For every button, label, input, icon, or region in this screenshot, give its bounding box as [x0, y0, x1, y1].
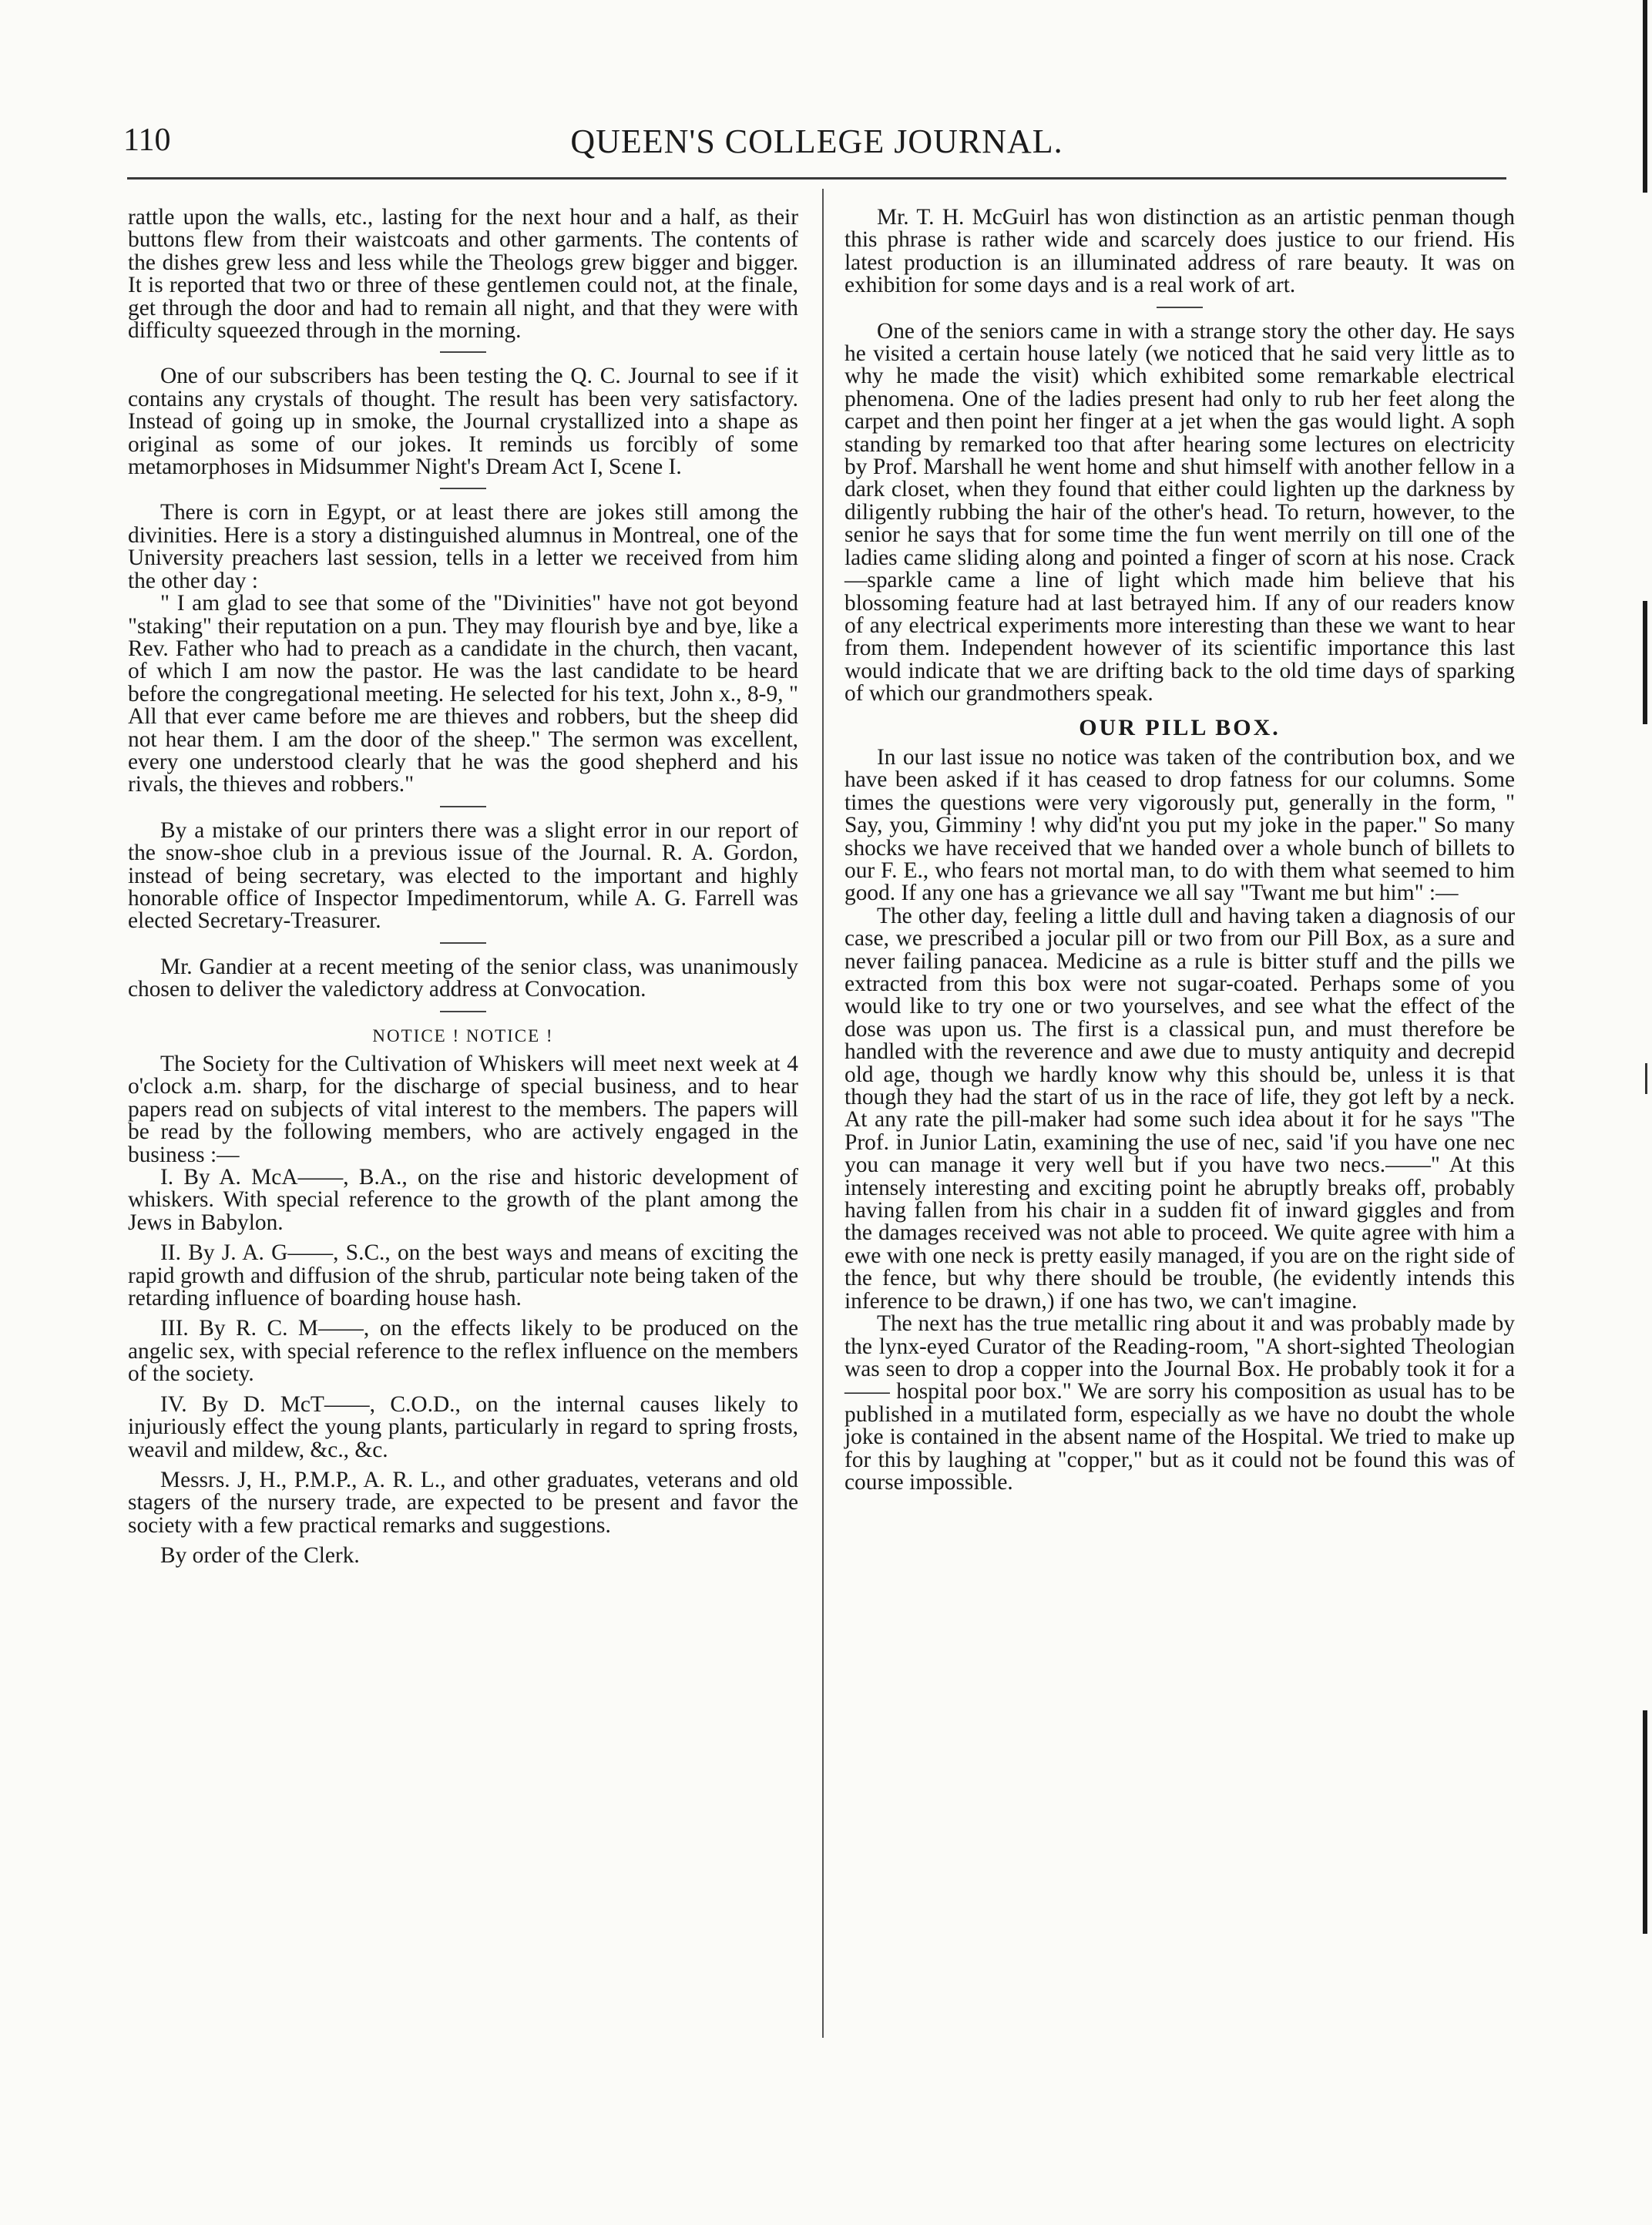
scan-margin-mark: [1634, 1063, 1647, 1094]
list-item: I. By A. McA——, B.A., on the rise and historic development of whiskers. With special reference to the growth of the plant among the Jews in Babylon.: [128, 1165, 798, 1235]
paragraph: In our last issue no notice was taken of the contribution box, and we have been asked if it has ceased to drop fatness for our columns. Some times the questions were very vigorously put, generally in the form, " Say, you, Gimminy ! why did'nt you put my joke in the paper." So many shocks we have received that we handed over a whole bunch of billets to our F. E., who fears not mortal man, to do with them what seemed to him good. If any one has a grievance we all say "Twant me but him" :—: [844, 744, 1515, 906]
paragraph: rattle upon the walls, etc., lasting for the next hour and a half, as their buttons flew from their waistcoats and other garments. The contents of the dishes grew less and less while the Theologs grew bigger and bigger. It is reported that two or three of these gentlemen could not, at the finale, get through the door and had to remain all night, and that they were with difficulty squeezed through in the morning.: [128, 205, 798, 344]
list-item: III. By R. C. M——, on the effects likely to be produced on the angelic sex, with special reference to the reflex influence on the members of the society.: [128, 1316, 798, 1387]
section-title: OUR PILL BOX.: [1079, 714, 1281, 740]
column-divider: [822, 189, 824, 2038]
left-column: [128, 206, 798, 1568]
paragraph: There is corn in Egypt, or at least there are jokes still among the divinities. Here is a story a distinguished alumnus in Montreal, one of the University preachers last session, tells in a letter we received from him the other day :: [128, 500, 798, 593]
separator: [440, 351, 486, 353]
page-number: 110: [123, 122, 171, 158]
separator: [440, 806, 486, 807]
notice-heading: NOTICE ! NOTICE !: [372, 1025, 554, 1045]
list-item: IV. By D. McT——, C.O.D., on the internal causes likely to injuriously effect the young plants, particularly in regard to spring frosts, weavil and mildew, &c., &c.: [128, 1391, 798, 1462]
paragraph: The other day, feeling a little dull and having taken a diagnosis of our case, we prescribed a jocular pill or two from our Pill Box, as a sure and never failing panacea. Medicine as a rule is bitter stuff and the pills we extracted from this box were not sugar-coated. Perhaps some of you would like to try one or two yourselves, and see what the effect of the dose was upon us. The first is a classical pun, and must therefore be handled with the reverence and awe due to musty antiquity and decrepid old age, though we hardly know why this should be, unless it is that though they had the start of us in the race of life, they got left by a neck. At any rate the pill-maker had some such idea about it for he says "The Prof. in Junior Latin, examining the use of nec, said 'if you have one nec you can manage it very well but if you have two necs.——" At this intensely interesting and exciting point he abruptly breaks off, probably having fallen from his chair in a sudden fit of inward giggles and from the damages received was not able to proceed. We quite agree with him a ewe with one neck is pretty easily managed, if you are on the right side of the fence, but why there should be trouble, (he evidently intends this inference to be drawn,) if one has two, we can't imagine.: [844, 903, 1515, 1314]
right-column: [844, 206, 1515, 1494]
quotation: " I am glad to see that some of the "Divinities" have not got beyond "staking" their reputation on a pun. They may flourish bye and bye, like a Rev. Father who had to preach as a candidate in the church, then vacant, of which I am now the pastor. He was the last candidate to be heard before the congregational meeting. He selected for his text, John x., 8-9, " All that ever came before me are thieves and robbers, but the sheep did not hear them. I am the door of the sheep." The sermon was excellent, every one understood clearly that he was the good shepherd and his rivals, the thieves and robbers.": [128, 591, 798, 797]
scan-margin-mark: [1632, 0, 1647, 193]
paragraph: Mr. Gandier at a recent meeting of the senior class, was unanimously chosen to deliver the valedictory address at Convocation.: [128, 954, 798, 1002]
scan-margin-mark: [1632, 1710, 1647, 1934]
paragraph: The next has the true metallic ring about it and was probably made by the lynx-eyed Curator of the Reading-room, "A short-sighted Theologian was seen to drop a copper into the Journal Box. He probably took it for a—— hospital poor box." We are sorry his composition as usual has to be published in a mutilated form, especially as we have no doubt the whole joke is contained in the absent name of the Hospital. We tried to make up for this by laughing at "copper," but as it could not be found this was of course impossible.: [844, 1311, 1515, 1495]
page-header: [123, 122, 1510, 168]
paragraph: Mr. T. H. McGuirl has won distinction as an artistic penman though this phrase is rather wide and scarcely does justice to our friend. His latest production is an illuminated address of rare beauty. It was on exhibition for some days and is a real work of art.: [844, 205, 1515, 298]
separator: [1157, 307, 1203, 308]
separator: [440, 942, 486, 944]
paragraph: By a mistake of our printers there was a slight error in our report of the snow-shoe club in a previous issue of the Journal. R. A. Gordon, instead of being secretary, was elected to the important and highly honorable office of Inspector Impedimentorum, while A. G. Farrell was elected Secretary-Treasurer.: [128, 817, 798, 934]
separator: [440, 488, 486, 489]
paragraph: One of the seniors came in with a strange story the other day. He says he visited a certain house lately (we noticed that he said very little as to why he made the visit) which exhibited some remarkable electrical phenomena. One of the ladies present had only to rub her feet along the carpet and then point her finger at a jet when the gas would light. A soph standing by remarked too that after hearing some lectures on electricity by Prof. Marshall he went home and shut himself with another fellow in a dark closet, when they found that either could lighten up the darkness by diligently rubbing the hair of the other's head. To return, however, to the senior he says that for some time the fun went merrily on till one of the ladies came sliding along and pointed a finger of scorn at his nose. Crack—sparkle came a line of light which made him believe that his blossoming feature had at last betrayed him. If any of our readers know of any electrical experiments more interesting than these we want to hear from them. Independent however of its scientific importance this last would indicate that we are drifting back to the old time days of sparking of which our grandmothers speak.: [844, 318, 1515, 706]
header-rule: [127, 177, 1506, 180]
list-item: II. By J. A. G——, S.C., on the best ways and means of exciting the rapid growth and diffusion of the shrub, particular note being taken of the retarding influence of boarding house hash.: [128, 1240, 798, 1311]
paragraph: Messrs. J, H., P.M.P., A. R. L., and other graduates, veterans and old stagers of the nursery trade, are expected to be present and favor the society with a few practical remarks and suggestions.: [128, 1467, 798, 1538]
paragraph: One of our subscribers has been testing the Q. C. Journal to see if it contains any crystals of thought. The result has been very satisfactory. Instead of going up in smoke, the Journal crystallized into a shape as original as some of our jokes. It reminds us forcibly of some metamorphoses in Midsummer Night's Dream Act I, Scene I.: [128, 364, 798, 480]
scan-margin-mark: [1632, 601, 1647, 724]
journal-title: QUEEN'S COLLEGE JOURNAL.: [570, 122, 1063, 160]
closing-line: By order of the Clerk.: [160, 1543, 360, 1569]
paragraph: The Society for the Cultivation of Whiskers will meet next week at 4 o'clock a.m. sharp, for the discharge of special business, and to hear papers read on subjects of vital interest to the members. The papers will be read by the following members, who are actively engaged in the business :—: [128, 1052, 798, 1167]
separator: [440, 1011, 486, 1012]
